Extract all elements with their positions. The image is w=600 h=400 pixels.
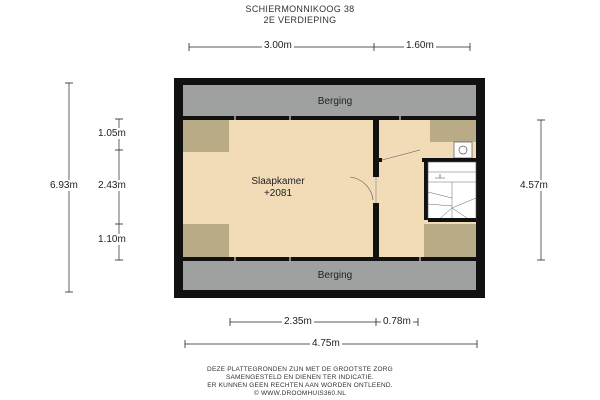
disclaimer-line-2: SAMENGESTELD EN DIENEN TER INDICATIE. [225,374,375,381]
dim-bottom-left: 2.35m [284,316,312,327]
dim-left-middle: 2.43m [98,180,126,191]
disclaimer-line-1: DEZE PLATTEGRONDEN ZIJN MET DE GROOTSTE ZORG [207,366,393,373]
dim-left-upper: 1.05m [98,128,126,139]
top-storage-label: Berging [317,96,353,107]
bedroom-low-ceiling-bottom [183,224,229,257]
disclaimer-line-3: ER KUNNEN GEEN RECHTEN AAN WORDEN ONTLEEND. [207,382,393,389]
address-title: SCHIERMONNIKOOG 38 [245,4,355,14]
washbasin-icon [454,142,472,158]
dim-bottom-right: 0.78m [383,316,411,327]
bottom-storage-label: Berging [317,270,353,281]
floor-title: 2E VERDIEPING [263,15,337,25]
dim-top-right: 1.60m [406,40,434,51]
bedroom-low-ceiling-top [183,120,229,152]
dim-top-left: 3.00m [264,40,292,51]
dim-bottom-total: 4.75m [312,338,340,349]
dim-left-total: 6.93m [50,180,78,191]
bedroom-label: Slaapkamer [251,176,305,187]
dim-left-lower: 1.10m [98,234,126,245]
stair-wall [424,162,428,220]
disclaimer-line-4: © WWW.DROOMHUIS360.NL [253,390,347,397]
dim-right: 4.57m [520,180,548,191]
bedroom-height-label: +2081 [263,188,293,199]
